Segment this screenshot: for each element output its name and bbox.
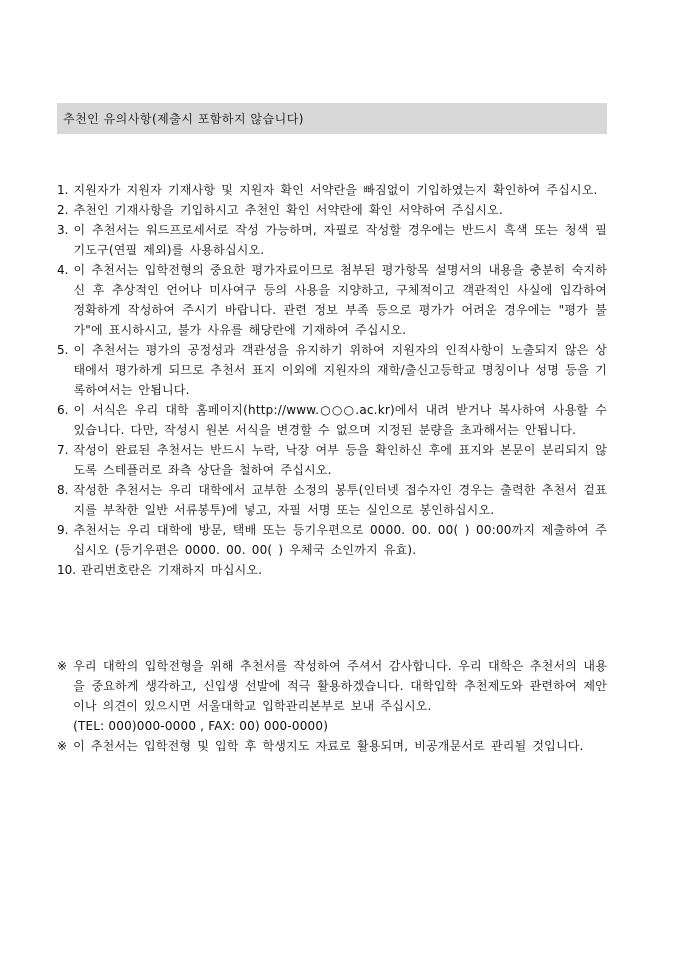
document-content [57,0,607,756]
note-text: 관리번호란은 기재하지 마십시오. [81,563,263,577]
note-number: 5. [57,343,69,357]
reference-mark-icon: ※ [57,739,68,753]
note-text: 지원자가 지원자 기재사항 및 지원자 확인 서약란을 빠짐없이 기입하였는지 확인하여 주십시오. [73,183,598,197]
note-number: 1. [57,183,69,197]
note-text: 작성이 완료된 추천서는 반드시 누락, 낙장 여부 등을 확인하신 후에 표지와 본문이 분리되지 않도록 스테플러로 좌측 상단을 철하여 주십시오. [73,443,607,477]
note-text: 이 추천서는 평가의 공정성과 객관성을 유지하기 위하여 지원자의 인적사항이 노출되지 않은 상태에서 평가하게 되므로 추천서 표지 이외에 지원자의 재학/출신고등학교 명칭이나 성명 등을 기록하여서는 안됩니다. [73,343,607,397]
footer-notes [57,656,607,756]
note-item-7 [57,440,607,480]
note-item-1 [57,180,607,200]
note-text: 이 추천서는 워드프로세서로 작성 가능하며, 자필로 작성할 경우에는 반드시 흑색 또는 청색 필기도구(연필 제외)를 사용하십시오. [73,223,607,257]
note-item-3 [57,220,607,260]
reference-mark-icon: ※ [57,659,68,673]
note-item-2 [57,200,607,220]
note-number: 6. [57,403,69,417]
note-text: 작성한 추천서는 우리 대학에서 교부한 소정의 봉투(인터넷 접수자인 경우는 출력한 추천서 겉표지를 부착한 일반 서류봉투)에 넣고, 자필 서명 또는 실인으로 봉인하십시오. [73,483,607,517]
note-number: 2. [57,203,69,217]
note-number: 9. [57,523,69,537]
footer-note-1 [57,656,607,736]
note-item-6 [57,400,607,440]
note-text: 이 추천서는 입학전형의 중요한 평가자료이므로 첨부된 평가항목 설명서의 내용을 충분히 숙지하신 후 추상적인 언어나 미사여구 등의 사용을 지양하고, 구체적이고 객관적인 사실에 입각하여 정확하게 작성하여 주시기 바랍니다. 관련 정보 부족 등으로 평가가 어려운 경우에는 "평가 불가"에 표시하시고, 불가 사유를 해당란에 기재하여 주십시오. [73,263,607,337]
note-item-5 [57,340,607,400]
note-item-9 [57,520,607,560]
footer-note-text: 이 추천서는 입학전형 및 입학 후 학생지도 자료로 활용되며, 비공개문서로 관리될 것입니다. [73,739,584,753]
footer-note-body [73,656,607,736]
note-text: 이 서식은 우리 대학 홈페이지(http://www.○○○.ac.kr)에서 내려 받거나 복사하여 사용할 수 있습니다. 다만, 작성시 원본 서식을 변경할 수 없으며 지정된 분량을 초과해서는 안됩니다. [73,403,607,437]
footer-note-2 [57,736,607,756]
note-number: 4. [57,263,69,277]
section-header-bar [57,103,607,134]
note-number: 7. [57,443,69,457]
note-item-4 [57,260,607,340]
note-number: 10. [57,563,77,577]
note-item-8 [57,480,607,520]
note-item-10 [57,560,607,580]
footer-note-text: 우리 대학의 입학전형을 위해 추천서를 작성하여 주셔서 감사합니다. 우리 대학은 추천서의 내용을 중요하게 생각하고, 신입생 선발에 적극 활용하겠습니다. 대학입학 추천제도와 관련하여 제안이나 의견이 있으시면 서울대학교 입학관리본부로 보내 주십시오. [73,659,607,713]
notes-list [57,180,607,580]
section-title: 추천인 유의사항(제출시 포함하지 않습니다) [63,112,304,126]
contact-line: (TEL: 000)000-0000 , FAX: 00) 000-0000) [73,719,329,733]
note-text: 추천서는 우리 대학에 방문, 택배 또는 등기우편으로 0000. 00. 00( ) 00:00까지 제출하여 주십시오 (등기우편은 0000. 00. 00( ) 우체국 소인까지 유효). [73,523,607,557]
note-number: 8. [57,483,69,497]
note-number: 3. [57,223,69,237]
note-text: 추천인 기재사항을 기입하시고 추천인 확인 서약란에 확인 서약하여 주십시오. [73,203,503,217]
footer-note-body [73,736,607,756]
